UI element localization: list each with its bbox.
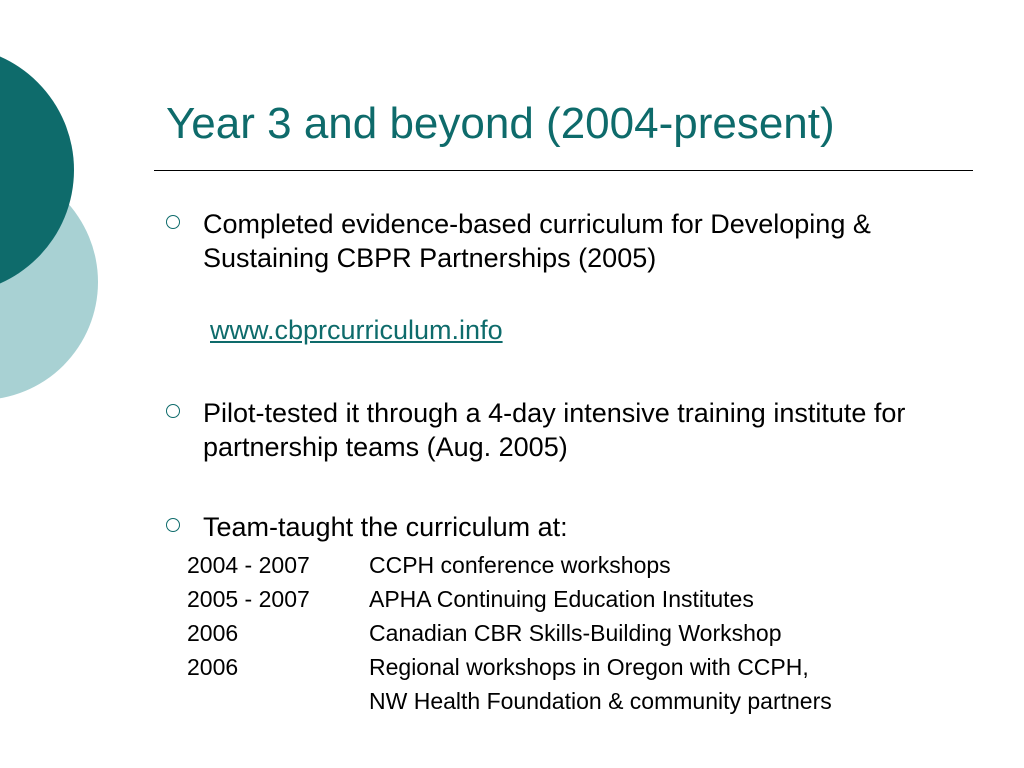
title-divider	[154, 170, 973, 171]
schedule-desc: Canadian CBR Skills-Building Workshop	[369, 620, 782, 646]
schedule-desc: Regional workshops in Oregon with CCPH,	[369, 654, 809, 680]
schedule-desc: CCPH conference workshops	[369, 552, 671, 578]
hollow-circle-bullet-icon	[166, 518, 180, 532]
hollow-circle-bullet-icon	[166, 404, 180, 418]
decorative-circles	[0, 0, 110, 400]
schedule-desc: NW Health Foundation & community partners	[369, 688, 832, 714]
bullet-text: Pilot-tested it through a 4-day intensive training institute for partnership teams (Aug. 2005)	[203, 398, 906, 462]
curriculum-link[interactable]: www.cbprcurriculum.info	[210, 315, 503, 345]
slide-title: Year 3 and beyond (2004-present)	[166, 99, 835, 148]
bullet-text: Team-taught the curriculum at:	[203, 512, 568, 542]
bullet-text: Completed evidence-based curriculum for Developing & Sustaining CBPR Partnerships (2005)	[203, 209, 871, 273]
schedule-years: 2005 - 2007	[187, 586, 310, 612]
schedule-years: 2006	[187, 654, 239, 680]
schedule-desc: APHA Continuing Education Institutes	[369, 586, 754, 612]
schedule-years: 2006	[187, 620, 239, 646]
hollow-circle-bullet-icon	[166, 215, 180, 229]
schedule-years: 2004 - 2007	[187, 552, 310, 578]
